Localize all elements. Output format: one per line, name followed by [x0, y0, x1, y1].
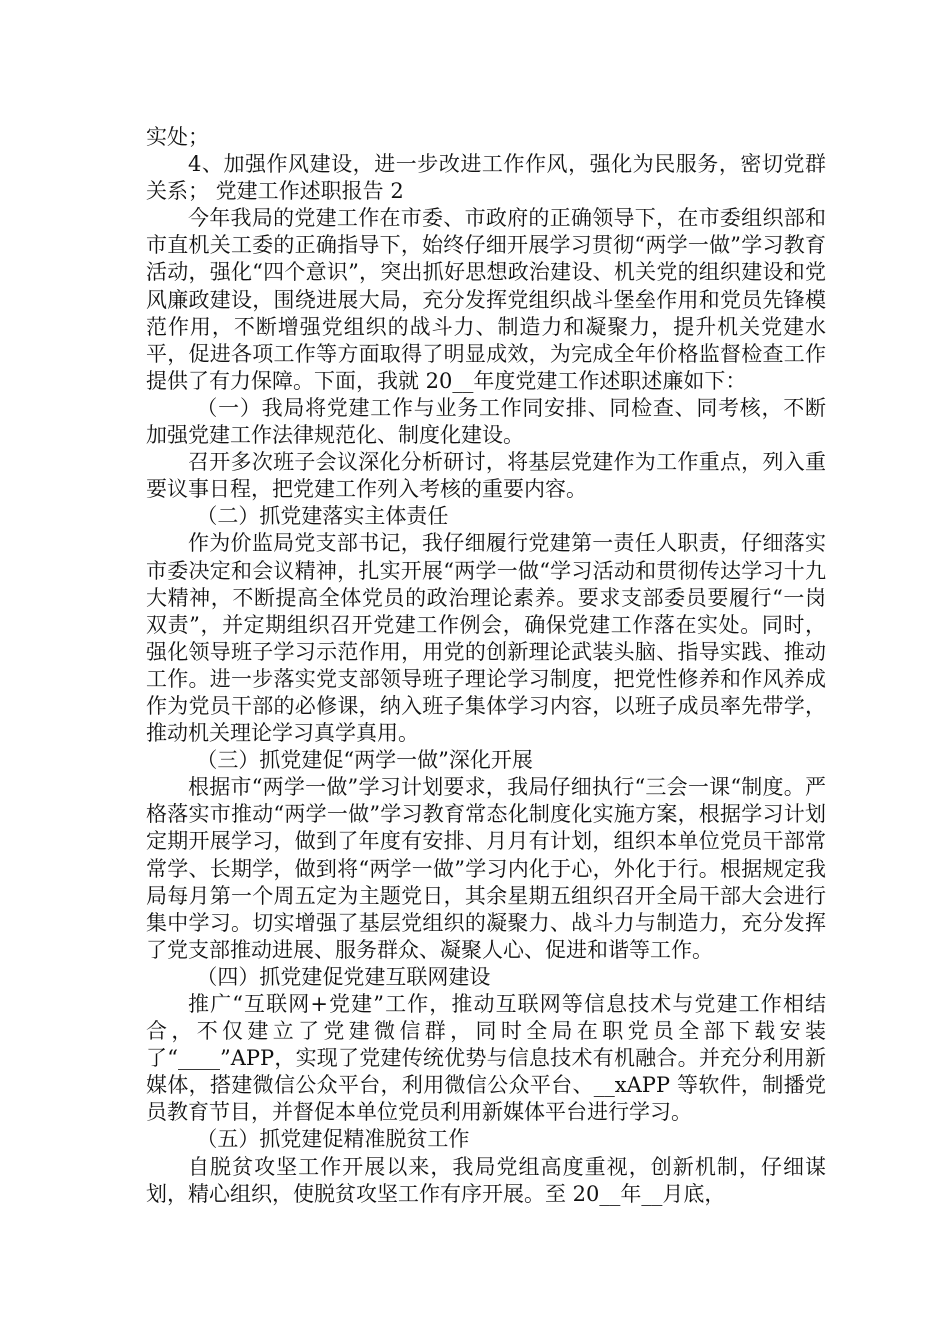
paragraph-intro: 今年我局的党建工作在市委、市政府的正确领导下，在市委组织部和市直机关工委的正确指导下，始终仔细开展学习贯彻“两学一做”学习教育活动，强化“四个意识”，突出抓好思想政治建设、机关党的组织建设和党风廉政建设，围绕进展大局，充分发挥党组织战斗堡垒作用和党员先锋模范作用，不断增强党组织的战斗力、制造力和凝聚力，提升机关党建水平，促进各项工作等方面取得了明显成效，为完成全年价格监督检查工作提供了有力保障。下面，我就 20__年度党建工作述职述廉如下：	[146, 206, 826, 393]
paragraph-internet: 推广“互联网+党建”工作，推动互联网等信息技术与党建工作相结合，不仅建立了党建微信群，同时全局在职党员全部下载安装了“____”APP，实现了党建传统优势与信息技术有机融合。并充分利用新媒体，搭建微信公众平台，利用微信公众平台、__xAPP 等软件，制播党员教育节目，并督促本单位党员利用新媒体平台进行学习。	[146, 992, 826, 1125]
paragraph-poverty: 自脱贫攻坚工作开展以来，我局党组高度重视，创新机制，仔细谋划，精心组织，使脱贫攻坚工作有序开展。至 20__年__月底，	[146, 1154, 826, 1206]
paragraph-responsibility: 作为价监局党支部书记，我仔细履行党建第一责任人职责，仔细落实市委决定和会议精神，扎实开展“两学一做“学习活动和贯彻传达学习十九大精神，不断提高全体党员的政治理论素养。要求支部委员要履行“一岗双责”，并定期组织召开党建工作例会，确保党建工作落在实处。同时，强化领导班子学习示范作用，用党的创新理论武装头脑、指导实践、推动工作。进一步落实党支部领导班子理论学习制度，把党性修养和作风养成作为党员干部的必修课，纳入班子集体学习内容，以班子成员率先带学，推动机关理论学习真学真用。	[146, 531, 826, 746]
section-heading-5: （五）抓党建促精准脱贫工作	[196, 1127, 470, 1152]
paragraph-continuation: 实处；	[146, 125, 209, 149]
paragraph-meetings: 召开多次班子会议深化分析研讨，将基层党建作为工作重点，列入重要议事日程，把党建工作列入考核的重要内容。	[146, 450, 826, 502]
section-heading-4: （四）抓党建促党建互联网建设	[196, 964, 491, 989]
paragraph-study: 根据市“两学一做”学习计划要求，我局仔细执行“三会一课“制度。严格落实市推动“两学一做”学习教育常态化制度化实施方案，根据学习计划定期开展学习，做到了年度有安排、月月有计划，组织本单位党员干部常常学、长期学，做到将“两学一做”学习内化于心，外化于行。根据规定我局每月第一个周五定为主题党日，其余星期五组织召开全局干部大会进行集中学习。切实增强了基层党组织的凝聚力、战斗力与制造力，充分发挥了党支部推动进展、服务群众、凝聚人心、促进和谐等工作。	[146, 775, 826, 962]
section-heading-2: （二）抓党建落实主体责任	[196, 504, 449, 529]
paragraph-item-4: 4、加强作风建设，进一步改进工作作风，强化为民服务，密切党群关系； 党建工作述职报告 2	[146, 152, 826, 204]
document-body	[146, 124, 826, 1208]
section-heading-3: （三）抓党建促“两学一做”深化开展	[196, 748, 533, 773]
paragraph-section-1: （一）我局将党建工作与业务工作同安排、同检查、同考核，不断加强党建工作法律规范化、制度化建设。	[146, 395, 826, 448]
